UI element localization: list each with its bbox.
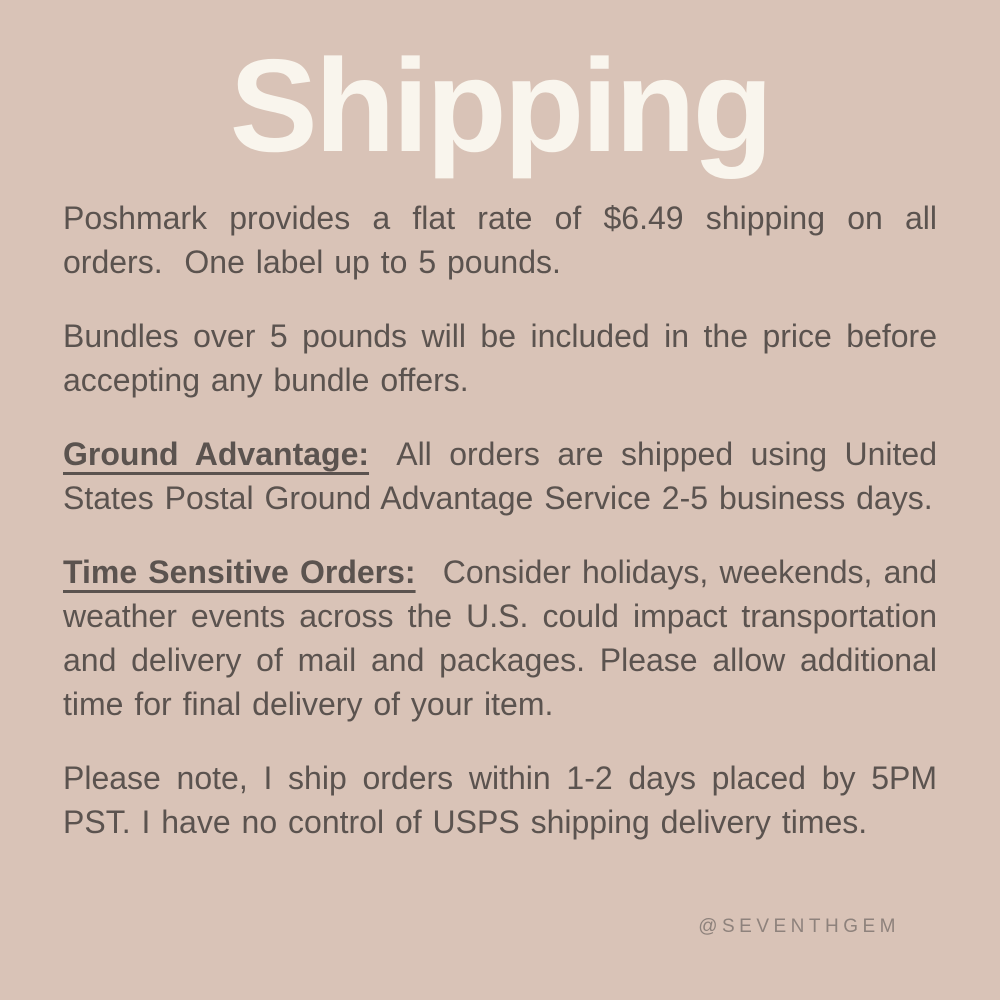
watermark-handle: @SEVENTHGEM xyxy=(698,916,900,937)
paragraph-text: All orders are shipped using United States Postal Ground Advantage Service 2-5 business days. xyxy=(63,436,938,516)
paragraph-bundles xyxy=(63,314,937,402)
time-sensitive-orders-heading: Time Sensitive Orders: xyxy=(63,554,416,590)
paragraph-time-sensitive xyxy=(63,550,937,726)
paragraph-handling-time xyxy=(63,756,937,844)
paragraph-text: Please note, I ship orders within 1-2 days placed by 5PM PST. I have no control of USPS shipping delivery times. xyxy=(63,760,937,840)
ground-advantage-heading: Ground Advantage: xyxy=(63,436,370,472)
paragraph-text: Consider holidays, weekends, and weather events across the U.S. could impact transportation and delivery of mail and packages. Please allow additional time for final delivery of your item. xyxy=(63,554,937,722)
paragraph-ground-advantage xyxy=(63,432,937,520)
paragraph-text: Bundles over 5 pounds will be included in the price before accepting any bundle offers. xyxy=(63,318,937,398)
paragraph-text: Poshmark provides a flat rate of $6.49 shipping on all orders. One label up to 5 pounds. xyxy=(63,200,937,280)
policy-text-block xyxy=(0,196,1000,844)
page-title: Shipping xyxy=(229,32,771,179)
paragraph-flat-rate xyxy=(63,196,937,284)
